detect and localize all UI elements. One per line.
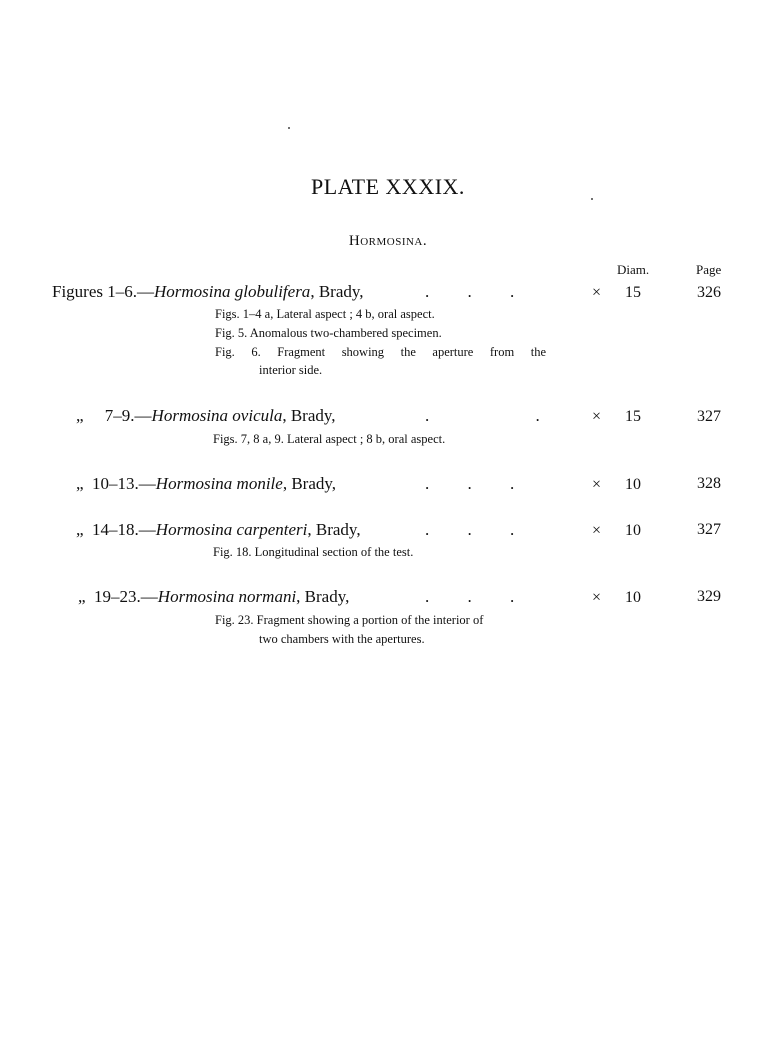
page-column-header: Page bbox=[696, 262, 722, 277]
figure-note: Fig. 18. Longitudinal section of the test. bbox=[213, 545, 414, 559]
author: , Brady, bbox=[310, 282, 364, 301]
author: , Brady, bbox=[282, 474, 337, 493]
species-name: Hormosina globulifera bbox=[154, 282, 311, 301]
leader-dots: . . . bbox=[425, 474, 515, 493]
entry-title bbox=[52, 282, 364, 302]
page-value: 329 bbox=[697, 588, 721, 605]
entry-title bbox=[76, 406, 336, 426]
author: , Brady, bbox=[282, 406, 336, 425]
page-value: 326 bbox=[697, 284, 721, 301]
figure-range: Figures 1–6.— bbox=[52, 282, 154, 301]
figure-note: two chambers with the apertures. bbox=[259, 632, 425, 646]
entry-title bbox=[76, 474, 336, 494]
figure-note: Figs. 1–4 a, Lateral aspect ; 4 b, oral aspect. bbox=[215, 307, 435, 321]
figure-note: Figs. 7, 8 a, 9. Lateral aspect ; 8 b, oral aspect. bbox=[213, 432, 446, 446]
diameter-value: 10 bbox=[625, 522, 641, 539]
figure-range: „ 10–13.— bbox=[76, 474, 156, 493]
figure-note: Fig. 23. Fragment showing a portion of the interior of bbox=[215, 613, 484, 627]
print-speck bbox=[288, 127, 290, 129]
figure-note: Fig. 5. Anomalous two-chambered specimen. bbox=[215, 326, 442, 340]
magnification-sign: × bbox=[592, 476, 602, 493]
leader-dots: . . bbox=[425, 406, 540, 425]
magnification-sign: × bbox=[592, 522, 602, 539]
species-name: Hormosina normani bbox=[157, 587, 297, 606]
entry-title bbox=[78, 587, 349, 607]
author: , Brady, bbox=[296, 587, 350, 606]
page-value: 328 bbox=[697, 475, 721, 492]
entry-title bbox=[76, 520, 361, 540]
diameter-value: 15 bbox=[625, 408, 641, 425]
figure-range: „ 7–9.— bbox=[76, 406, 152, 425]
diameter-value: 10 bbox=[625, 476, 641, 493]
magnification-sign: × bbox=[592, 408, 602, 425]
author: , Brady, bbox=[307, 520, 361, 539]
leader-dots: . . . bbox=[425, 282, 515, 301]
diameter-value: 10 bbox=[625, 589, 641, 606]
leader-dots: . . . bbox=[425, 520, 515, 539]
page-value: 327 bbox=[697, 521, 721, 538]
species-name: Hormosina carpenteri bbox=[155, 520, 308, 539]
figure-range: „ 19–23.— bbox=[78, 587, 158, 606]
figure-note: interior side. bbox=[259, 363, 323, 377]
page-value: 327 bbox=[697, 408, 721, 425]
leader-dots: . . . bbox=[425, 587, 515, 606]
figure-range: „ 14–18.— bbox=[76, 520, 156, 539]
magnification-sign: × bbox=[592, 284, 602, 301]
magnification-sign: × bbox=[592, 589, 602, 606]
figure-note: Fig. 6. Fragment showing the aperture from the bbox=[215, 345, 546, 359]
species-name: Hormosina monile bbox=[155, 474, 283, 493]
plate-title: PLATE XXXIX. bbox=[311, 174, 465, 199]
diameter-value: 15 bbox=[625, 284, 641, 301]
species-name: Hormosina ovicula bbox=[151, 406, 283, 425]
diam-column-header: Diam. bbox=[617, 262, 650, 277]
genus-heading: Hormosina. bbox=[348, 233, 428, 249]
